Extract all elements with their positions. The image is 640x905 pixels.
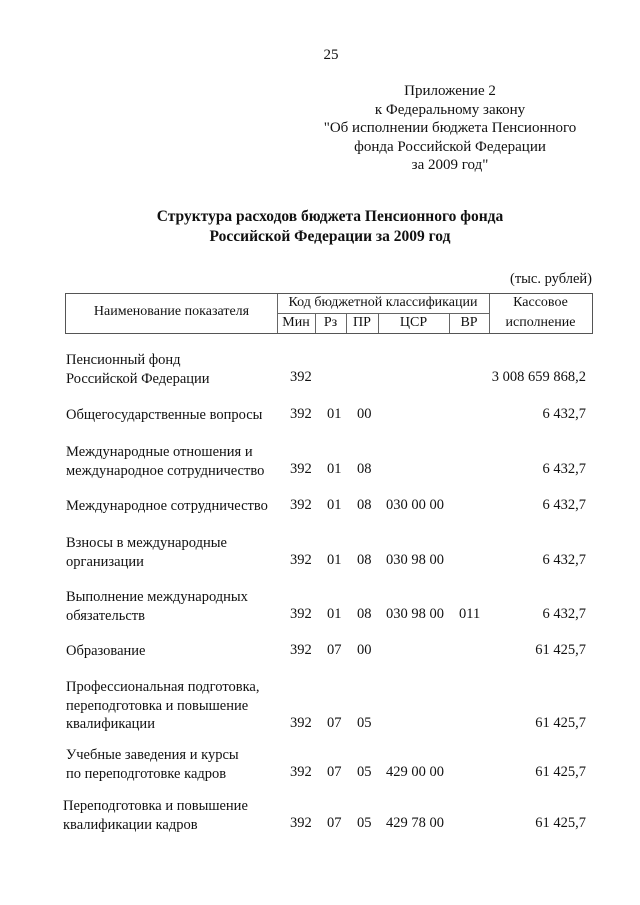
- table-header: [65, 293, 593, 334]
- table-row-name: [66, 351, 210, 388]
- header-pr: ПР: [353, 315, 371, 330]
- cell-amount: 6 432,7: [542, 552, 586, 568]
- cell-min: 392: [290, 406, 312, 422]
- cell-rz: 01: [327, 606, 342, 622]
- table-row-name: [66, 642, 145, 661]
- cell-pr: 00: [357, 406, 372, 422]
- appendix-heading: [300, 82, 600, 175]
- table-row-name: [66, 443, 264, 480]
- cell-min: 392: [290, 497, 312, 513]
- cell-rz: 07: [327, 642, 342, 658]
- cell-pr: 08: [357, 606, 372, 622]
- name-line: квалификации кадров: [63, 816, 198, 833]
- cell-min: 392: [290, 552, 312, 568]
- document-title: [0, 207, 640, 247]
- cell-min: 392: [290, 642, 312, 658]
- name-line: Пенсионный фонд: [66, 352, 181, 368]
- name-line: Учебные заведения и курсы: [66, 747, 239, 763]
- header-amount-line1: Кассовое: [513, 295, 568, 310]
- cell-min: 392: [290, 369, 312, 385]
- header-min: Мин: [282, 315, 310, 330]
- cell-rz: 01: [327, 406, 342, 422]
- cell-min: 392: [290, 461, 312, 477]
- cell-amount: 61 425,7: [535, 715, 586, 731]
- header-code-group: Код бюджетной классификации: [288, 295, 478, 310]
- cell-csr: 030 98 00: [386, 552, 444, 568]
- cell-rz: 07: [327, 715, 342, 731]
- cell-pr: 00: [357, 642, 372, 658]
- name-line: Переподготовка и повышение: [63, 798, 248, 814]
- table-row-name: [63, 797, 248, 834]
- name-line: Международные отношения и: [66, 444, 253, 460]
- appendix-line: фонда Российской Федерации: [354, 138, 546, 155]
- cell-csr: 429 78 00: [386, 815, 444, 831]
- cell-pr: 05: [357, 815, 372, 831]
- name-line: Общегосударственные вопросы: [66, 407, 263, 423]
- name-line: организации: [66, 553, 144, 570]
- appendix-line: Приложение 2: [404, 83, 496, 99]
- name-line: обязательств: [66, 607, 145, 624]
- cell-rz: 07: [327, 815, 342, 831]
- table-row-name: [66, 588, 248, 625]
- appendix-line: за 2009 год": [411, 157, 489, 174]
- cell-pr: 05: [357, 764, 372, 780]
- cell-csr: 429 00 00: [386, 764, 444, 780]
- name-line: Образование: [66, 643, 146, 659]
- units-label: (тыс. рублей): [510, 271, 592, 287]
- cell-amount: 6 432,7: [542, 461, 586, 477]
- cell-amount: 6 432,7: [542, 406, 586, 422]
- cell-min: 392: [290, 606, 312, 622]
- cell-rz: 07: [327, 764, 342, 780]
- table-row-name: [66, 406, 262, 425]
- cell-min: 392: [290, 764, 312, 780]
- name-line: Выполнение международных: [66, 589, 248, 605]
- divider: [277, 313, 489, 314]
- table-row-name: [66, 678, 259, 734]
- cell-csr: 030 00 00: [386, 497, 444, 513]
- title-line-1: Структура расходов бюджета Пенсионного фонда: [156, 208, 504, 225]
- header-vr: ВР: [460, 315, 478, 330]
- cell-amount: 3 008 659 868,2: [491, 369, 586, 385]
- cell-pr: 08: [357, 461, 372, 477]
- header-csr: ЦСР: [399, 315, 428, 330]
- header-name: Наименование показателя: [93, 304, 250, 319]
- table-row-name: [66, 497, 268, 516]
- name-line: по переподготовке кадров: [66, 765, 227, 782]
- cell-vr: 011: [459, 606, 481, 622]
- table-row-name: [66, 746, 239, 783]
- cell-rz: 01: [327, 552, 342, 568]
- cell-amount: 61 425,7: [535, 815, 586, 831]
- cell-pr: 08: [357, 497, 372, 513]
- cell-min: 392: [290, 715, 312, 731]
- name-line: Российской Федерации: [66, 370, 210, 387]
- cell-pr: 05: [357, 715, 372, 731]
- page-number: 25: [323, 47, 339, 63]
- cell-pr: 08: [357, 552, 372, 568]
- cell-min: 392: [290, 815, 312, 831]
- cell-rz: 01: [327, 461, 342, 477]
- cell-amount: 61 425,7: [535, 764, 586, 780]
- cell-amount: 61 425,7: [535, 642, 586, 658]
- name-line: Взносы в международные: [66, 535, 227, 551]
- appendix-line: к Федеральному закону: [374, 101, 526, 118]
- title-line-2: Российской Федерации за 2009 год: [209, 228, 451, 245]
- cell-amount: 6 432,7: [542, 606, 586, 622]
- name-line: Международное сотрудничество: [66, 498, 268, 514]
- name-line: Профессиональная подготовка,: [66, 679, 260, 695]
- cell-amount: 6 432,7: [542, 497, 586, 513]
- cell-csr: 030 98 00: [386, 606, 444, 622]
- appendix-line: "Об исполнении бюджета Пенсионного: [323, 120, 577, 137]
- cell-rz: 01: [327, 497, 342, 513]
- header-rz: Рз: [323, 315, 338, 330]
- name-line: квалификации: [66, 716, 155, 732]
- name-line: переподготовка и повышение: [66, 697, 249, 714]
- header-amount-line2: исполнение: [505, 315, 576, 330]
- name-line: международное сотрудничество: [66, 462, 265, 479]
- table-row-name: [66, 534, 227, 571]
